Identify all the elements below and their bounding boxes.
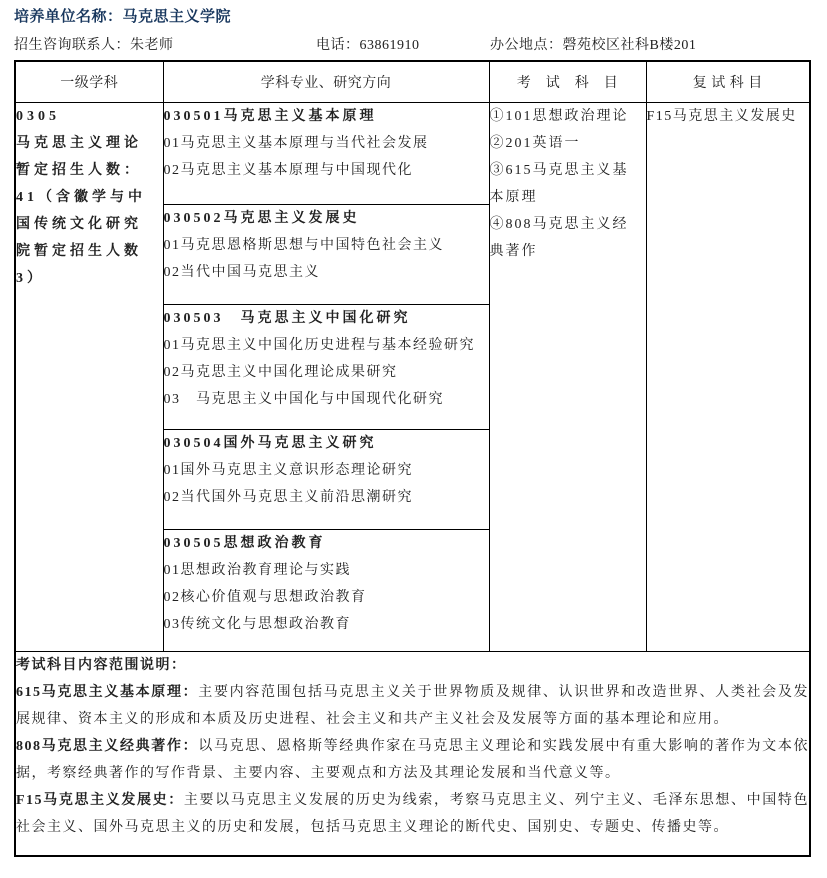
notes-subject-description: 以马克思、恩格斯等经典作家在马克思主义理论和实践发展中有重大影响的著作为文本依据，考察经典著作的写作背景、主要内容、主要观点和方法及其理论发展和当代意义等。 bbox=[16, 739, 809, 781]
research-direction: 03传统文化与思想政治教育 bbox=[163, 617, 351, 632]
exam-subjects-cell bbox=[489, 103, 646, 652]
discipline-line: 41（含徽学与中 bbox=[16, 190, 146, 205]
exam-subject-line: 本原理 bbox=[489, 190, 538, 205]
header-program-direction: 学科专业、研究方向 bbox=[163, 61, 489, 103]
exam-subject-line: ③615马克思主义基 bbox=[489, 163, 629, 178]
admissions-table bbox=[14, 60, 811, 857]
contact-phone: 电话：63861910 bbox=[316, 38, 420, 53]
research-direction: 01马克思恩格斯思想与中国特色社会主义 bbox=[163, 238, 444, 253]
exam-scope-notes-cell bbox=[15, 652, 810, 856]
notes-paragraph-808 bbox=[16, 733, 809, 787]
exam-subject-line: ②201英语一 bbox=[489, 136, 581, 151]
research-direction: 02马克思主义中国化理论成果研究 bbox=[163, 365, 398, 380]
program-title: 030505思想政治教育 bbox=[163, 536, 326, 551]
program-cell-030504 bbox=[163, 430, 489, 530]
retest-subject: F15马克思主义发展史 bbox=[646, 109, 797, 124]
research-direction: 03 马克思主义中国化与中国现代化研究 bbox=[163, 392, 444, 407]
header-discipline: 一级学科 bbox=[15, 61, 163, 103]
research-direction: 02马克思主义基本原理与中国现代化 bbox=[163, 163, 413, 178]
notes-subject-label: F15马克思主义发展史： bbox=[16, 793, 184, 808]
discipline-line: 暂定招生人数： bbox=[16, 163, 142, 178]
header-exam-subjects: 考 试 科 目 bbox=[489, 61, 646, 103]
notes-row bbox=[15, 652, 810, 856]
discipline-line: 院暂定招生人数 bbox=[16, 244, 142, 259]
program-title: 030502马克思主义发展史 bbox=[163, 211, 360, 226]
program-title: 030503 马克思主义中国化研究 bbox=[163, 311, 411, 326]
research-direction: 02核心价值观与思想政治教育 bbox=[163, 590, 367, 605]
program-cell-030502 bbox=[163, 205, 489, 305]
exam-subject-line: 典著作 bbox=[489, 244, 538, 259]
contact-office: 办公地点：磬苑校区社科B楼201 bbox=[490, 38, 697, 53]
program-cell-030505 bbox=[163, 530, 489, 652]
discipline-line: 马克思主义理论 bbox=[16, 136, 142, 151]
contact-line bbox=[0, 36, 827, 56]
unit-name-heading: 培养单位名称：马克思主义学院 bbox=[14, 9, 232, 25]
exam-subject-line: ①101思想政治理论 bbox=[489, 109, 629, 124]
discipline-cell bbox=[15, 103, 163, 652]
contact-person: 招生咨询联系人：朱老师 bbox=[14, 38, 174, 53]
research-direction: 01马克思主义基本原理与当代社会发展 bbox=[163, 136, 429, 151]
table-header-row bbox=[15, 61, 810, 103]
program-cell-030503 bbox=[163, 305, 489, 430]
discipline-line: 3） bbox=[16, 271, 45, 286]
program-title: 030504国外马克思主义研究 bbox=[163, 436, 377, 451]
discipline-line: 国传统文化研究 bbox=[16, 217, 142, 232]
exam-subject-line: ④808马克思主义经 bbox=[489, 217, 629, 232]
header-retest-subjects: 复 试 科 目 bbox=[646, 61, 810, 103]
program-cell-030501 bbox=[163, 103, 489, 205]
retest-subject-cell bbox=[646, 103, 810, 652]
discipline-line: 0305 bbox=[16, 109, 60, 124]
notes-subject-label: 615马克思主义基本原理： bbox=[16, 685, 199, 700]
research-direction: 02当代中国马克思主义 bbox=[163, 265, 320, 280]
research-direction: 01马克思主义中国化历史进程与基本经验研究 bbox=[163, 338, 475, 353]
notes-subject-label: 808马克思主义经典著作： bbox=[16, 739, 199, 754]
notes-paragraph-f15 bbox=[16, 787, 809, 841]
program-title: 030501马克思主义基本原理 bbox=[163, 109, 377, 124]
research-direction: 01国外马克思主义意识形态理论研究 bbox=[163, 463, 413, 478]
table-row bbox=[15, 103, 810, 205]
notes-subject-description: 主要内容范围包括马克思主义关于世界物质及规律、认识世界和改造世界、人类社会及发展规律、资本主义的形成和本质及历史进程、社会主义和共产主义社会及发展等方面的基本理论和应用。 bbox=[16, 685, 809, 727]
research-direction: 02当代国外马克思主义前沿思潮研究 bbox=[163, 490, 413, 505]
notes-subject-description: 主要以马克思主义发展的历史为线索，考察马克思主义、列宁主义、毛泽东思想、中国特色社会主义、国外马克思主义的历史和发展，包括马克思主义理论的断代史、国别史、专题史、传播史等。 bbox=[16, 793, 809, 835]
notes-paragraph-615 bbox=[16, 679, 809, 733]
research-direction: 01思想政治教育理论与实践 bbox=[163, 563, 351, 578]
notes-heading: 考试科目内容范围说明： bbox=[16, 658, 187, 673]
